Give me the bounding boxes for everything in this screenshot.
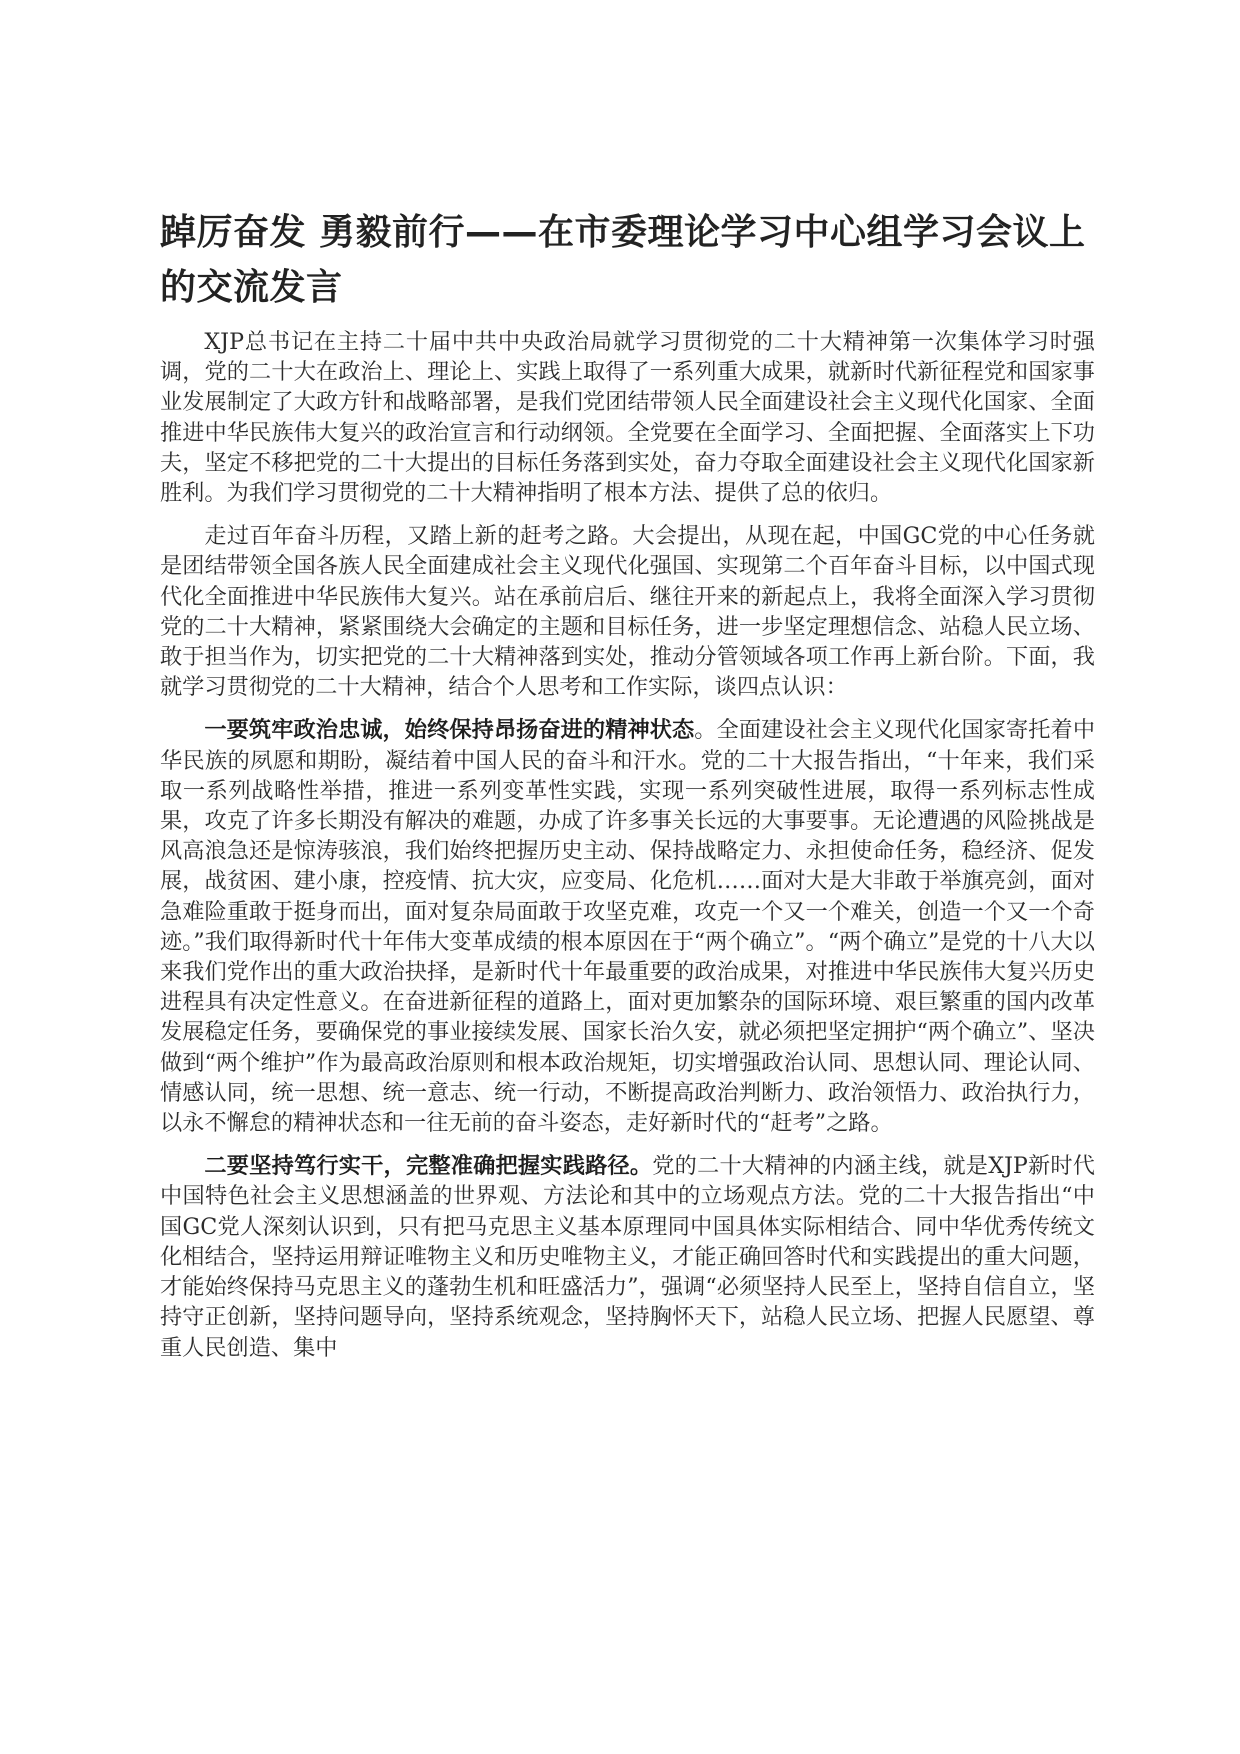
paragraph-4 — [160, 1151, 1095, 1362]
paragraph-2-text: 走过百年奋斗历程，又踏上新的赶考之路。大会提出，从现在起，中国GC党的中心任务就是团结带领全国各族人民全面建成社会主义现代化强国、实现第二个百年奋斗目标，以中国式现代化全面推进中华民族伟大复兴。站在承前启后、继往开来的新起点上，我将全面深入学习贯彻党的二十大精神，紧紧围绕大会确定的主题和目标任务，进一步坚定理想信念、站稳人民立场、敢于担当作为，切实把党的二十大精神落到实处，推动分管领域各项工作再上新台阶。下面，我就学习贯彻党的二十大精神，结合个人思考和工作实际，谈四点认识： — [160, 523, 1095, 701]
paragraph-1 — [160, 327, 1095, 508]
paragraph-2 — [160, 521, 1095, 702]
paragraph-3 — [160, 715, 1095, 1138]
paragraph-1-text: XJP总书记在主持二十届中共中央政治局就学习贯彻党的二十大精神第一次集体学习时强调，党的二十大在政治上、理论上、实践上取得了一系列重大成果，就新时代新征程党和国家事业发展制定了大政方针和战略部署，是我们党团结带领人民全面建设社会主义现代化国家、全面推进中华民族伟大复兴的政治宣言和行动纲领。全党要在全面学习、全面把握、全面落实上下功夫，坚定不移把党的二十大提出的目标任务落到实处，奋力夺取全面建设社会主义现代化国家新胜利。为我们学习贯彻党的二十大精神指明了根本方法、提供了总的依归。 — [160, 329, 1095, 507]
paragraph-4-text: 党的二十大精神的内涵主线，就是XJP新时代中国特色社会主义思想涵盖的世界观、方法论和其中的立场观点方法。党的二十大报告指出“中国GC党人深刻认识到，只有把马克思主义基本原理同中国具体实际相结合、同中华优秀传统文化相结合，坚持运用辩证唯物主义和历史唯物主义，才能正确回答时代和实践提出的重大问题，才能始终保持马克思主义的蓬勃生机和旺盛活力”，强调“必须坚持人民至上，坚持自信自立，坚持守正创新，坚持问题导向，坚持系统观念，坚持胸怀天下，站稳人民立场、把握人民愿望、尊重人民创造、集中 — [160, 1153, 1095, 1361]
paragraph-3-text: 。全面建设社会主义现代化国家寄托着中华民族的夙愿和期盼，凝结着中国人民的奋斗和汗水。党的二十大报告指出，“十年来，我们采取一系列战略性举措，推进一系列变革性实践，实现一系列突破性进展，取得一系列标志性成果，攻克了许多长期没有解决的难题，办成了许多事关长远的大事要事。无论遭遇的风险挑战是风高浪急还是惊涛骇浪，我们始终把握历史主动、保持战略定力、永担使命任务，稳经济、促发展，战贫困、建小康，控疫情、抗大灾，应变局、化危机……面对大是大非敢于举旗亮剑，面对急难险重敢于挺身而出，面对复杂局面敢于攻坚克难，攻克一个又一个难关，创造一个又一个奇迹。”我们取得新时代十年伟大变革成绩的根本原因在于“两个确立”。“两个确立”是党的十八大以来我们党作出的重大政治抉择，是新时代十年最重要的政治成果，对推进中华民族伟大复兴历史进程具有决定性意义。在奋进新征程的道路上，面对更加繁杂的国际环境、艰巨繁重的国内改革发展稳定任务，要确保党的事业接续发展、国家长治久安，就必须把坚定拥护“两个确立”、坚决做到“两个维护”作为最高政治原则和根本政治规矩，切实增强政治认同、思想认同、理论认同、情感认同，统一思想、统一意志、统一行动，不断提高政治判断力、政治领悟力、政治执行力，以永不懈怠的精神状态和一往无前的奋斗姿态，走好新时代的“赶考”之路。 — [160, 717, 1096, 1137]
paragraph-4-lead: 二要坚持笃行实干，完整准确把握实践路径。 — [204, 1153, 653, 1180]
paragraph-3-lead: 一要筑牢政治忠诚，始终保持昂扬奋进的精神状态 — [204, 717, 695, 744]
document-title: 踔厉奋发 勇毅前行——在市委理论学习中心组学习会议上的交流发言 — [160, 212, 1086, 308]
document-page — [160, 205, 1095, 1376]
